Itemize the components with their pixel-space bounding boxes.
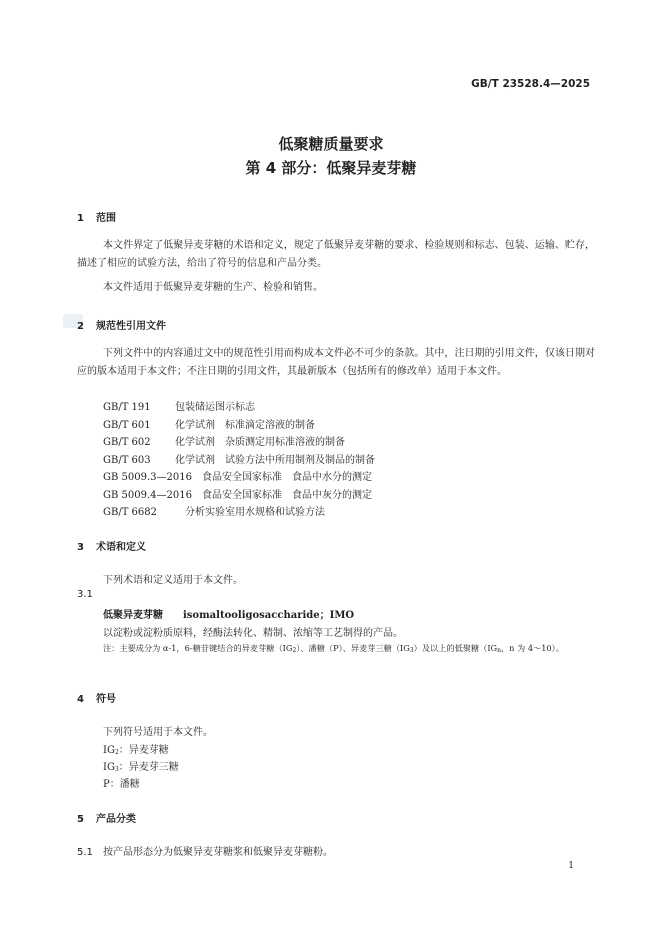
normative-intro: 下列文件中的内容通过文中的规范性引用而构成本文件必不可少的条款。其中，注日期的引用文件，仅该日期对应的版本适用于本文件；不注日期的引用文件，其最新版本（包括所有的修改单）适用于本文件。 bbox=[77, 348, 595, 377]
reference-item: GB/T 191 包装储运图示标志 bbox=[103, 402, 255, 413]
symbol-item: IG3：异麦芽三糖 bbox=[103, 762, 179, 773]
terms-intro: 下列术语和定义适用于本文件。 bbox=[103, 575, 243, 586]
symbol-item: IG2：异麦芽糖 bbox=[103, 745, 169, 756]
reference-item: GB/T 602 化学试剂 杂质测定用标准溶液的制备 bbox=[103, 437, 345, 448]
symbol-item: P：潘糖 bbox=[103, 779, 140, 790]
reference-item: GB/T 6682 分析实验室用水规格和试验方法 bbox=[103, 507, 325, 518]
reference-item: GB 5009.3—2016 食品安全国家标准 食品中水分的测定 bbox=[103, 472, 372, 483]
scope-paragraph-1: 本文件界定了低聚异麦芽糖的术语和定义，规定了低聚异麦芽糖的要求、检验规则和标志、包装、运输、贮存，描述了相应的试验方法，给出了符号的信息和产品分类。 bbox=[77, 240, 595, 269]
scope-paragraph-2: 本文件适用于低聚异麦芽糖的生产、检验和销售。 bbox=[103, 282, 323, 293]
term-number: 3.1 bbox=[77, 589, 93, 600]
document-title: 低聚糖质量要求 bbox=[278, 135, 384, 153]
reference-item: GB/T 601 化学试剂 标准滴定溶液的制备 bbox=[103, 420, 315, 431]
standard-number: GB/T 23528.4—2025 bbox=[471, 78, 590, 90]
reference-item: GB 5009.4—2016 食品安全国家标准 食品中灰分的测定 bbox=[103, 490, 372, 501]
section-3-heading: 3 术语和定义 bbox=[77, 542, 146, 553]
symbols-intro: 下列符号适用于本文件。 bbox=[103, 727, 213, 738]
section-4-heading: 4 符号 bbox=[77, 694, 116, 705]
term-heading: 低聚异麦芽糖 isomaltooligosaccharide；IMO bbox=[103, 610, 355, 621]
page-number: 1 bbox=[568, 861, 574, 871]
reference-item: GB/T 603 化学试剂 试验方法中所用制剂及制品的制备 bbox=[103, 455, 375, 466]
document-subtitle: 第 4 部分：低聚异麦芽糖 bbox=[245, 159, 417, 177]
section-5-heading: 5 产品分类 bbox=[77, 814, 136, 825]
term-note: 注：主要成分为 α-1，6-糖苷键结合的异麦芽糖（IG2）、潘糖（P）、异麦芽三糖（IG3）及以上的低聚糖（IGn，n 为 4～10）。 bbox=[103, 643, 564, 654]
section-2-heading: 2 规范性引用文件 bbox=[77, 321, 166, 332]
section-1-heading: 1 范围 bbox=[77, 213, 116, 224]
term-definition: 以淀粉或淀粉质原料，经酶法转化、精制、浓缩等工艺制得的产品。 bbox=[103, 628, 403, 639]
classification-5-1: 5.1 按产品形态分为低聚异麦芽糖浆和低聚异麦芽糖粉。 bbox=[77, 847, 333, 858]
